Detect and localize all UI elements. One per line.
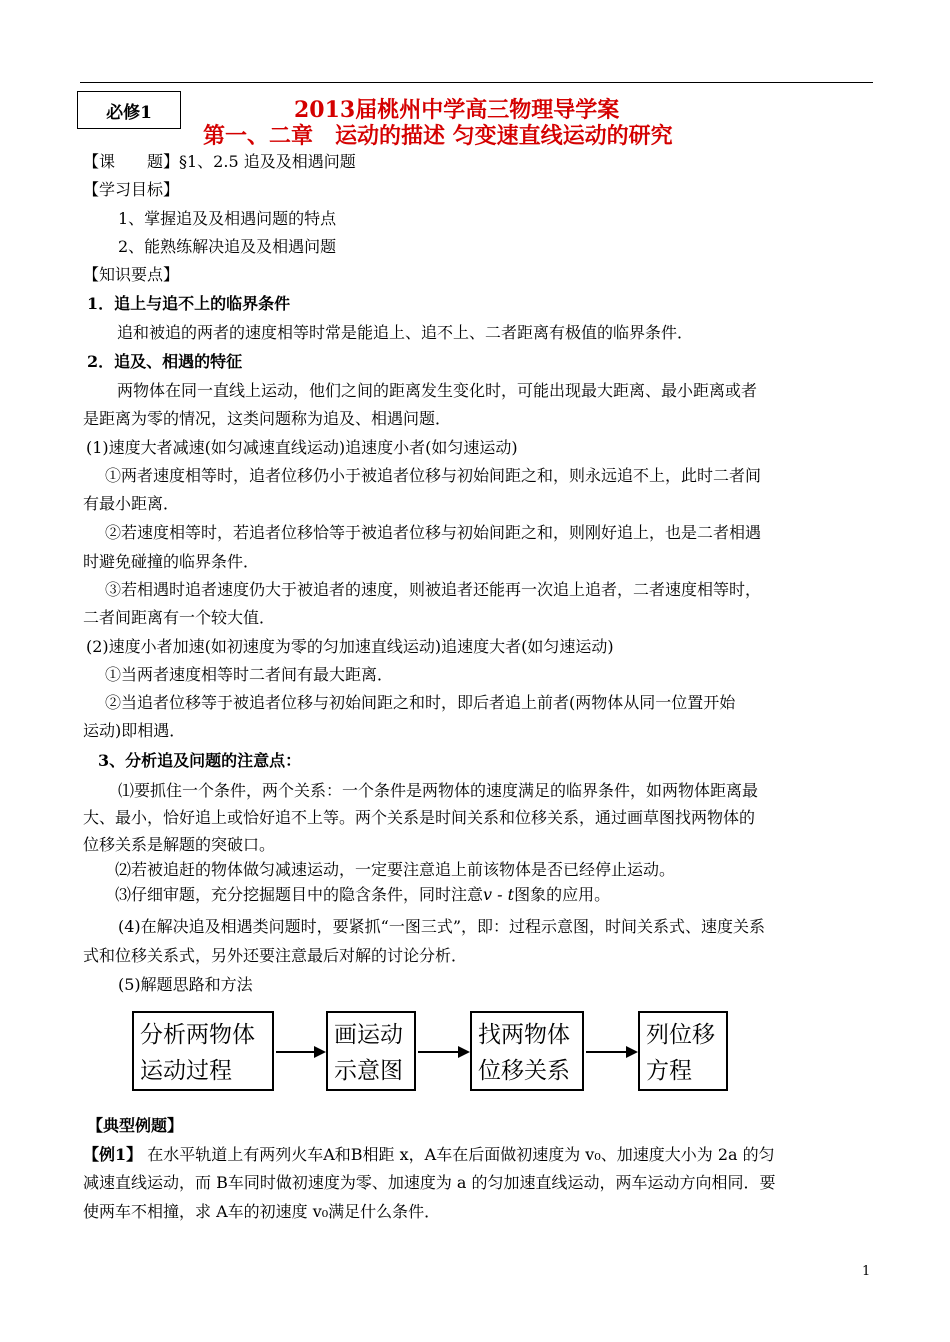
paragraph: 二者间距离有一个较大值． bbox=[83, 608, 276, 627]
flow-text: 列位移 bbox=[646, 1022, 715, 1048]
topic-line: 【课 题】§1、2.5 追及及相遇问题 bbox=[83, 152, 356, 171]
paragraph: 位移关系是解题的突破口。 bbox=[83, 835, 276, 854]
section-heading-2: 2．追及、相遇的特征 bbox=[87, 352, 243, 371]
paragraph bbox=[115, 884, 610, 906]
paragraph: ①两者速度相等时，追者位移仍小于被追者位移与初始间距之和，则永远追不上，此时二者间 bbox=[105, 466, 762, 485]
case-heading-2: (2)速度小者加速(如初速度为零的匀加速直线运动)追速度大者(如匀速运动) bbox=[86, 637, 614, 656]
flow-arrow bbox=[276, 1051, 324, 1053]
paragraph: ②当追者位移等于被追者位移与初始间距之和时，即后者追上前者(两物体从同一位置开始 bbox=[105, 693, 736, 712]
paragraph: 使两车不相撞，求 A车的初速度 v₀满足什么条件． bbox=[83, 1202, 441, 1221]
paragraph: 两物体在同一直线上运动，他们之间的距离发生变化时，可能出现最大距离、最小距离或者 bbox=[117, 381, 758, 400]
goal-item-2: 2、能熟练解决追及及相遇问题 bbox=[118, 237, 337, 256]
top-rule bbox=[80, 82, 873, 83]
section-heading-3: 3、分析追及问题的注意点： bbox=[98, 751, 302, 770]
paragraph: ③若相遇时追者速度仍大于被追者的速度，则被追者还能再一次追上追者，二者速度相等时， bbox=[105, 580, 762, 599]
flow-box-diagram bbox=[326, 1011, 416, 1091]
course-tag-box: 必修1 bbox=[77, 91, 181, 129]
goal-heading: 【学习目标】 bbox=[83, 180, 180, 199]
paragraph: 大、最小，恰好追上或恰好追不上等。两个关系是时间关系和位移关系，通过画草图找两物体的 bbox=[83, 808, 756, 827]
page-number: 1 bbox=[862, 1264, 871, 1279]
paragraph: 运动)即相遇． bbox=[83, 721, 186, 740]
paragraph: ⑴要抓住一个条件，两个关系：一个条件是两物体的速度满足的临界条件，如两物体距离最 bbox=[118, 781, 759, 800]
chapter-title: 第一、二章 运动的描述 匀变速直线运动的研究 bbox=[203, 123, 673, 149]
flow-text: 分析两物体 bbox=[140, 1022, 255, 1048]
doc-title: 2013届桃州中学高三物理导学案 bbox=[294, 97, 620, 123]
flow-text: 方程 bbox=[646, 1058, 692, 1084]
flow-box-analyze bbox=[132, 1011, 274, 1091]
text-span: 图象的应用。 bbox=[514, 885, 611, 904]
knowledge-heading: 【知识要点】 bbox=[83, 265, 180, 284]
examples-heading: 【典型例题】 bbox=[87, 1116, 184, 1135]
paragraph: 有最小距离． bbox=[83, 494, 180, 513]
flow-text: 画运动 bbox=[334, 1022, 403, 1048]
flow-text: 位移关系 bbox=[478, 1058, 570, 1084]
section-heading-1: 1．追上与追不上的临界条件 bbox=[87, 294, 291, 313]
v-t-symbol: v - t bbox=[483, 885, 515, 904]
flow-box-relation bbox=[470, 1011, 584, 1091]
paragraph: ⑵若被追赶的物体做匀减速运动，一定要注意追上前该物体是否已经停止运动。 bbox=[115, 860, 676, 879]
paragraph: (4)在解决追及相遇类问题时，要紧抓“一图三式”，即：过程示意图，时间关系式、速度关系 bbox=[118, 917, 766, 936]
flow-arrow bbox=[586, 1051, 636, 1053]
goal-item-1: 1、掌握追及及相遇问题的特点 bbox=[118, 209, 337, 228]
case-heading-1: (1)速度大者减速(如匀减速直线运动)追速度小者(如匀速运动) bbox=[86, 438, 518, 457]
flow-arrow bbox=[418, 1051, 468, 1053]
paragraph: 式和位移关系式，另外还要注意最后对解的讨论分析． bbox=[83, 946, 468, 965]
example-1-line bbox=[83, 1144, 775, 1166]
flow-text: 示意图 bbox=[334, 1058, 403, 1084]
paragraph: ①当两者速度相等时二者间有最大距离． bbox=[105, 665, 394, 684]
text-span: 在水平轨道上有两列火车A和B相距 x，A车在后面做初速度为 v₀、加速度大小为 2a 的匀 bbox=[147, 1145, 775, 1164]
paragraph: 时避免碰撞的临界条件． bbox=[83, 552, 260, 571]
flow-text: 运动过程 bbox=[140, 1058, 232, 1084]
flow-box-equation bbox=[638, 1011, 728, 1091]
paragraph: (5)解题思路和方法 bbox=[118, 975, 253, 994]
text-span: ⑶仔细审题，充分挖掘题目中的隐含条件，同时注意 bbox=[115, 885, 484, 904]
paragraph: 减速直线运动，而 B车同时做初速度为零、加速度为 a 的匀加速直线运动，两车运动方向相同．要 bbox=[83, 1173, 776, 1192]
paragraph: 追和被追的两者的速度相等时常是能追上、追不上、二者距离有极值的临界条件． bbox=[117, 323, 694, 342]
example-label: 【例1】 bbox=[83, 1145, 143, 1164]
flow-text: 找两物体 bbox=[478, 1022, 570, 1048]
paragraph: 是距离为零的情况，这类问题称为追及、相遇问题． bbox=[83, 409, 452, 428]
paragraph: ②若速度相等时，若追者位移恰等于被追者位移与初始间距之和，则刚好追上，也是二者相遇 bbox=[105, 523, 762, 542]
